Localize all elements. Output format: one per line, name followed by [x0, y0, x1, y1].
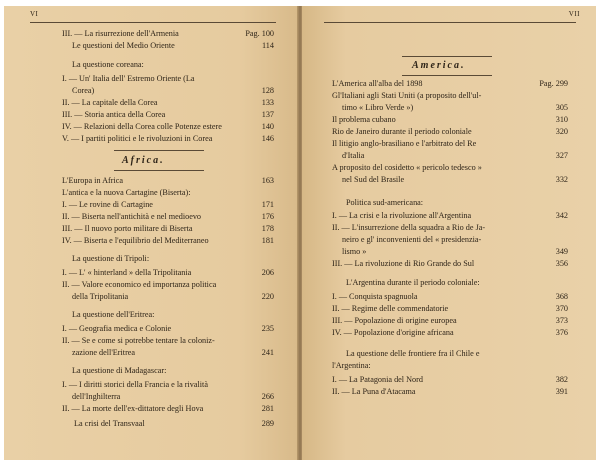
toc-entry: IV. — Biserta e l'equilibrio del Mediterraneo 181: [62, 236, 274, 245]
toc-entry: L'antica e la nuova Cartagine (Biserta):: [62, 188, 191, 197]
right-page: [302, 6, 596, 460]
toc-entry: III. — Il nuovo porto militare di Biserta 178: [62, 224, 274, 233]
america-heading: America.: [412, 60, 466, 71]
toc-entry: Gl'Italiani agli Stati Uniti (a proposito dell'ul-: [332, 91, 482, 100]
toc-entry: II. — Biserta nell'antichità e nel medioevo 176: [62, 212, 274, 221]
toc-entry: III. — Popolazione di origine europea 373: [332, 316, 568, 325]
toc-entry: Rio de Janeiro durante il periodo coloniale 320: [332, 127, 568, 136]
toc-entry: V. — I partiti politici e le rivoluzioni in Corea 146: [62, 134, 274, 143]
toc-entry: Il litigio anglo-brasiliano e l'arbitrato del Re: [332, 139, 477, 148]
toc-entry: della Tripolitania 220: [72, 292, 274, 301]
toc-entry: I. — La Patagonia del Nord 382: [332, 375, 568, 384]
toc-entry: d'Italia 327: [342, 151, 568, 160]
toc-entry: II. — Regime delle commendatorie 370: [332, 304, 568, 313]
left-page: [4, 6, 298, 460]
toc-entry: nel Sud del Brasile 332: [342, 175, 568, 184]
toc-entry: II. — Valore economico ed importanza politica: [62, 280, 217, 289]
toc-entry: L'America all'alba del 1898 Pag. 299: [332, 79, 568, 88]
toc-entry: Corea) 128: [72, 86, 274, 95]
toc-entry: neiro e gl' inconvenienti del « presidenzia-: [342, 235, 482, 244]
toc-entry: III. — Storia antica della Corea 137: [62, 110, 274, 119]
section-title: L'Argentina durante il periodo coloniale:: [346, 278, 480, 287]
section-rule: [402, 56, 492, 57]
toc-entry: II. — Se e come si potrebbe tentare la coloniz-: [62, 336, 215, 345]
toc-entry: La crisi del Transvaal 289: [74, 419, 274, 428]
toc-entry: I. — Un' Italia dell' Estremo Oriente (La: [62, 74, 195, 83]
toc-entry: IV. — Relazioni della Corea colle Potenze estere 140: [62, 122, 274, 131]
section-rule: [114, 170, 204, 171]
section-title: l'Argentina:: [332, 361, 371, 370]
right-page-number: VII: [568, 10, 580, 18]
toc-entry: I. — L' « hinterland » della Tripolitania 206: [62, 268, 274, 277]
toc-entry: II. — La capitale della Corea 133: [62, 98, 274, 107]
section-rule: [402, 75, 492, 76]
section-title: Politica sud-americana:: [346, 198, 424, 207]
toc-entry: II. — La Puna d'Atacama 391: [332, 387, 568, 396]
toc-entry: Il problema cubano 310: [332, 115, 568, 124]
toc-entry: Le questioni del Medio Oriente 114: [72, 41, 274, 50]
section-title: La questione coreana:: [72, 60, 144, 69]
toc-entry: I. — Le rovine di Cartagine 171: [62, 200, 274, 209]
toc-entry: zazione dell'Eritrea 241: [72, 348, 274, 357]
toc-entry: I. — Conquista spagnuola 368: [332, 292, 568, 301]
toc-entry: I. — La crisi e la rivoluzione all'Argentina 342: [332, 211, 568, 220]
header-rule: [324, 22, 576, 23]
toc-entry: II. — La morte dell'ex-dittatore degli Hova 281: [62, 404, 274, 413]
left-page-number: VI: [30, 10, 39, 18]
section-title: La questione delle frontiere fra il Chile e: [346, 349, 480, 358]
toc-entry: lismo » 349: [342, 247, 568, 256]
toc-entry: L'Europa in Africa 163: [62, 176, 274, 185]
toc-entry: dell'Inghilterra 266: [72, 392, 274, 401]
toc-entry: timo « Libro Verde ») 305: [342, 103, 568, 112]
section-title: La questione di Madagascar:: [72, 366, 167, 375]
toc-entry: III. — La risurrezione dell'Armenia Pag. 100: [62, 29, 274, 38]
toc-entry: III. — La rivoluzione di Rio Grande do Sul 356: [332, 259, 568, 268]
africa-heading: Africa.: [122, 155, 165, 166]
header-rule: [30, 22, 276, 23]
section-title: La questione di Tripoli:: [72, 254, 150, 263]
toc-entry: II. — L'insurrezione della squadra a Rio de Ja-: [332, 223, 486, 232]
section-title: La questione dell'Eritrea:: [72, 310, 155, 319]
section-rule: [114, 150, 204, 151]
toc-entry: I. — Geografia medica e Colonie 235: [62, 324, 274, 333]
toc-entry: I. — I diritti storici della Francia e la rivalità: [62, 380, 208, 389]
toc-entry: A proposito del cosidetto « pericolo tedesco »: [332, 163, 482, 172]
toc-entry: IV. — Popolazione d'origine africana 376: [332, 328, 568, 337]
